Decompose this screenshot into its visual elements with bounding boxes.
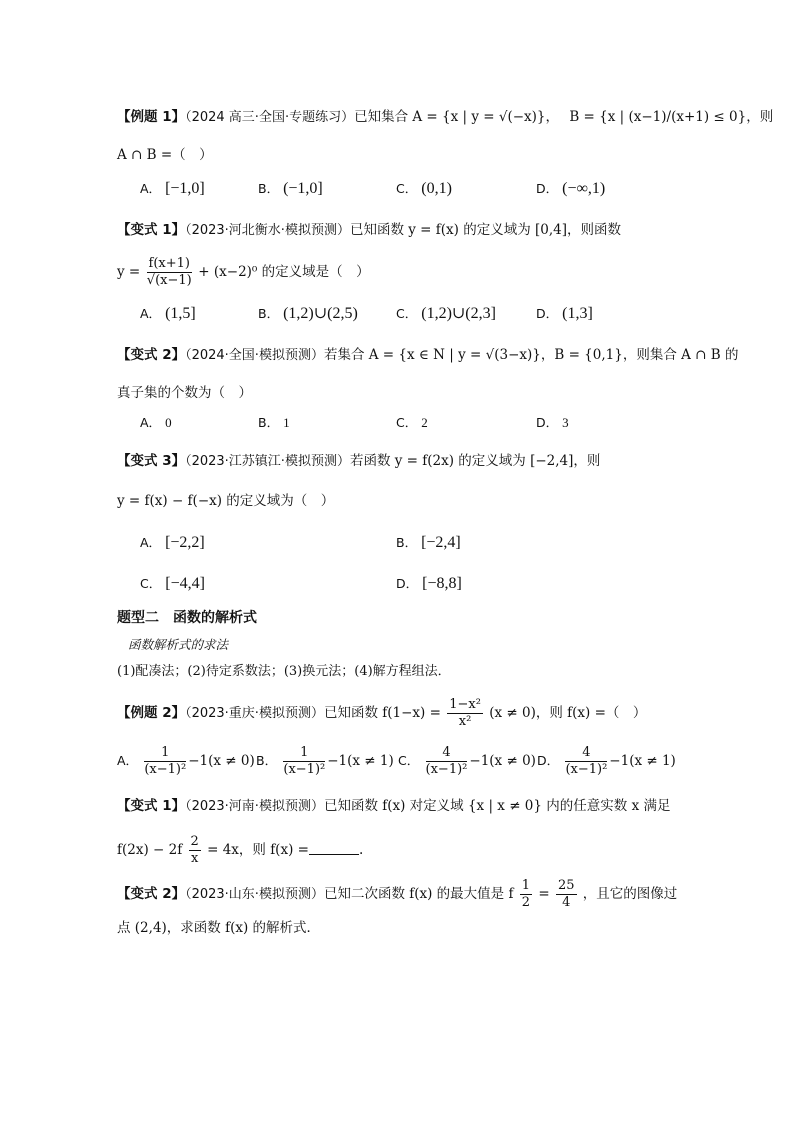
variant2-2-line1: 【变式 2】（2023·山东·模拟预测）已知二次函数 f(x) 的最大值是 f $\frac{1}{2}$ = $\frac{25}{4}$ ，且它的图像过 bbox=[117, 878, 678, 910]
variant2-1-line2: f(2x) − 2f $\frac{2}{x}$ = 4x，则 f(x) = . bbox=[117, 834, 364, 866]
variant3-text1: 若函数 y = f(2x) 的定义域为 [−2,4]，则 bbox=[349, 453, 601, 469]
example1-option-d[interactable]: D． (−∞,1) bbox=[536, 180, 606, 197]
variant1-option-a[interactable]: A． (1,5] bbox=[140, 305, 196, 322]
variant2-option-b[interactable]: B． 1 bbox=[258, 415, 290, 430]
variant2-1-source: （2023·河南·模拟预测） bbox=[185, 799, 324, 814]
example1-text1: 已知集合 A = {x | y = √(−x)}， bbox=[354, 109, 560, 125]
example2-option-a[interactable]: A． $\frac{1}{\text{(x−1)²}}$ −1(x ≠ 0) bbox=[117, 745, 255, 777]
example1-option-a[interactable]: A． [−1,0] bbox=[140, 180, 205, 197]
variant3-option-b[interactable]: B． [−2,4] bbox=[396, 534, 461, 551]
example1-line1 bbox=[117, 107, 773, 128]
variant1-source: （2023·河北衡水·模拟预测） bbox=[185, 223, 350, 238]
variant3-tag: 【变式 3】 bbox=[117, 453, 186, 469]
variant3-option-a[interactable]: A． [−2,2] bbox=[140, 534, 205, 551]
variant2-1-tag: 【变式 1】 bbox=[117, 798, 186, 814]
example2-line1: 【例题 2】（2023·重庆·模拟预测）已知函数 f(1−x) = $\frac{\text{1−x²}}{\text{x²}}$ (x ≠ 0)，则 f(x) =（ ） bbox=[117, 697, 647, 729]
variant1-tag: 【变式 1】 bbox=[117, 222, 186, 238]
variant1-text1: 已知函数 y = f(x) 的定义域为 [0,4]，则函数 bbox=[349, 222, 621, 238]
example2-option-d[interactable]: D． $\frac{4}{\text{(x−1)²}}$ −1(x ≠ 1) bbox=[537, 745, 676, 777]
variant1-line2: y = $\frac{f(x+1)}{√(x-1)}$ + (x−2)⁰ 的定义域是（ ） bbox=[117, 256, 370, 288]
example2-fraction: $\frac{\text{1−x²}}{\text{x²}}$ bbox=[449, 697, 481, 729]
variant3-source: （2023·江苏镇江·模拟预测） bbox=[185, 454, 350, 469]
variant3-option-d[interactable]: D． [−8,8] bbox=[396, 575, 462, 592]
example1-tag: 【例题 1】 bbox=[117, 109, 186, 125]
variant2-2-tag: 【变式 2】 bbox=[117, 886, 186, 902]
variant3-line1 bbox=[117, 451, 600, 472]
variant2-option-d[interactable]: D． 3 bbox=[536, 415, 569, 430]
variant2-option-a[interactable]: A． 0 bbox=[140, 415, 172, 430]
example2-source: （2023·重庆·模拟预测） bbox=[185, 706, 324, 721]
methods-list: (1)配凑法；(2)待定系数法；(3)换元法；(4)解方程组法． bbox=[117, 664, 451, 679]
variant2-2-source: （2023·山东·模拟预测） bbox=[185, 887, 324, 902]
variant2-text1: 若集合 A = {x ∈ N | y = √(3−x)}，B = {0,1}，则集合 A ∩ B 的 bbox=[323, 347, 739, 363]
example1-line2 bbox=[117, 145, 213, 165]
example1-text2: B = {x | (x−1)/(x+1) ≤ 0}，则 bbox=[569, 109, 774, 125]
variant1-line1 bbox=[117, 220, 621, 241]
example1-source: （2024 高三·全国·专题练习） bbox=[185, 110, 355, 125]
variant2-1-line1: 【变式 1】（2023·河南·模拟预测）已知函数 f(x) 对定义域 {x | x ≠ 0} 内的任意实数 x 满足 bbox=[117, 798, 671, 814]
example2-option-b[interactable]: B． $\frac{1}{\text{(x−1)²}}$ −1(x ≠ 1) bbox=[256, 745, 394, 777]
variant3-text2: y = f(x) − f(−x) 的定义域为（ ） bbox=[117, 493, 335, 509]
variant3-line2 bbox=[117, 491, 334, 511]
variant1-option-c[interactable]: C． (1,2)∪(2,3] bbox=[396, 305, 496, 322]
example1-option-c[interactable]: C． (0,1) bbox=[396, 180, 452, 197]
section-subheading: 函数解析式的求法 bbox=[128, 637, 229, 652]
answer-blank[interactable] bbox=[309, 842, 359, 855]
variant2-2-line2: 点 (2,4)，求函数 f(x) 的解析式． bbox=[117, 920, 321, 936]
variant1-option-d[interactable]: D． (1,3] bbox=[536, 305, 593, 322]
example1-option-b[interactable]: B． (−1,0] bbox=[258, 180, 323, 197]
section-heading: 题型二 函数的解析式 bbox=[117, 610, 257, 626]
variant1-option-b[interactable]: B． (1,2)∪(2,5) bbox=[258, 305, 358, 322]
example2-tag: 【例题 2】 bbox=[117, 705, 186, 721]
variant2-option-c[interactable]: C． 2 bbox=[396, 415, 428, 430]
variant1-fraction: $\frac{f(x+1)}{√(x-1)}$ bbox=[146, 256, 192, 288]
example1-text3: A ∩ B =（ ） bbox=[117, 147, 213, 163]
variant2-line2 bbox=[117, 383, 252, 403]
variant3-option-c[interactable]: C． [−4,4] bbox=[140, 575, 205, 592]
variant2-line1 bbox=[117, 345, 738, 366]
example2-option-c[interactable]: C． $\frac{4}{\text{(x−1)²}}$ −1(x ≠ 0) bbox=[398, 745, 536, 777]
variant2-text2: 真子集的个数为（ ） bbox=[117, 385, 252, 401]
variant2-source: （2024·全国·模拟预测） bbox=[185, 348, 324, 363]
variant2-tag: 【变式 2】 bbox=[117, 347, 186, 363]
